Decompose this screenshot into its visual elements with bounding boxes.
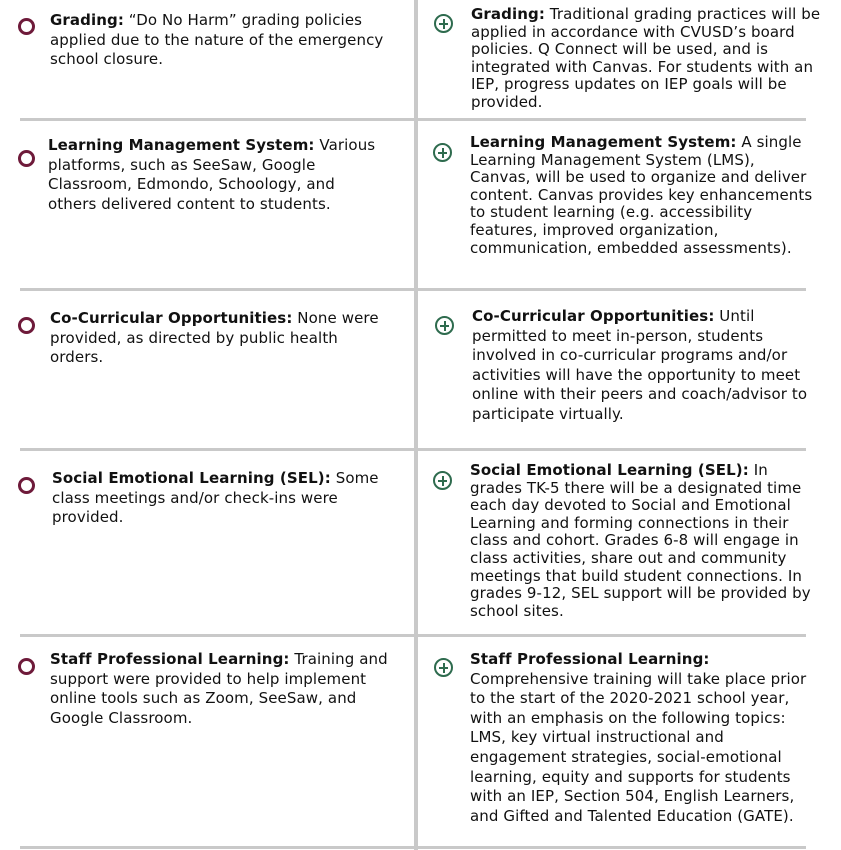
item-title: Staff Professional Learning: [50,650,290,668]
item-body: Traditional grading practices will be applied in accordance with CVUSD’s board policies. Q Connect will be used, and is integrated with Canvas. For students with an IEP, progress updates on IEP goals will be provided. [471,5,821,111]
item-body: A single Learning Management System (LMS), Canvas, will be used to organize and deliver content. Canvas provides key enhancements to student learning (e.g. accessibility features, improved organization, communication, embedded assessments). [470,133,813,257]
left-item-lms [48,136,388,214]
plus-circle-icon [435,316,454,335]
column-divider [414,0,418,850]
row-rule [418,448,806,451]
circle-outline-icon [18,150,35,167]
item-body: Until permitted to meet in-person, students involved in co-curricular programs and/or activities will have the opportunity to meet online with their peers and coach/advisor to participate virtually. [472,307,808,423]
item-body: “Do No Harm” grading policies applied due to the nature of the emergency school closure. [50,11,384,69]
circle-outline-icon [18,477,35,494]
row-rule [418,634,806,637]
right-item-sel [470,462,816,620]
row-rule [418,288,806,291]
item-title: Staff Professional Learning: [470,650,710,668]
plus-circle-icon [434,658,453,677]
row-rule [20,846,414,849]
right-item-co-curricular [472,307,830,425]
item-title: Grading: [471,5,545,23]
circle-outline-icon [18,18,35,35]
item-body: Comprehensive training will take place prior to the start of the 2020-2021 school year, with an emphasis on the following topics: LMS, key virtual instructional and engagement strategies, social-emotional learning, equity and supports for students with an IEP, Section 504, English Learners, and Gifted and Talented Education (GATE). [470,669,807,825]
item-title: Social Emotional Learning (SEL): [470,461,749,479]
item-title: Social Emotional Learning (SEL): [52,469,331,487]
item-body: In grades TK-5 there will be a designated time each day devoted to Social and Emotional Learning and forming connections in their class and cohort. Grades 6-8 will engage in class activities, share out and community meetings that build student connections. In grades 9-12, SEL support will be provided by school sites. [470,461,811,620]
right-item-grading [471,6,827,112]
row-rule [20,288,414,291]
row-rule [418,846,806,849]
row-rule [20,118,414,121]
left-item-sel [52,469,397,528]
left-item-co-curricular [50,309,390,368]
plus-circle-icon [433,143,452,162]
item-title: Co-Curricular Opportunities: [50,309,293,327]
right-item-staff-learning [470,650,820,826]
item-body: Some class meetings and/or check-ins were provided. [52,469,379,527]
item-body: Various platforms, such as SeeSaw, Google Classroom, Edmondo, Schoology, and others delivered content to students. [48,136,376,213]
row-rule [20,448,414,451]
item-title: Grading: [50,11,124,29]
item-title: Co-Curricular Opportunities: [472,307,715,325]
row-rule [20,634,414,637]
item-title: Learning Management System: [48,136,315,154]
circle-outline-icon [18,658,35,675]
plus-circle-icon [434,14,453,33]
plus-circle-icon [433,471,452,490]
row-rule [418,118,806,121]
circle-outline-icon [18,317,35,334]
left-item-staff-learning [50,650,400,728]
right-item-lms [470,134,815,257]
item-body: None were provided, as directed by public health orders. [50,309,379,367]
item-body: Training and support were provided to help implement online tools such as Zoom, SeeSaw, and Google Classroom. [50,650,388,727]
item-title: Learning Management System: [470,133,737,151]
left-item-grading [50,11,400,70]
